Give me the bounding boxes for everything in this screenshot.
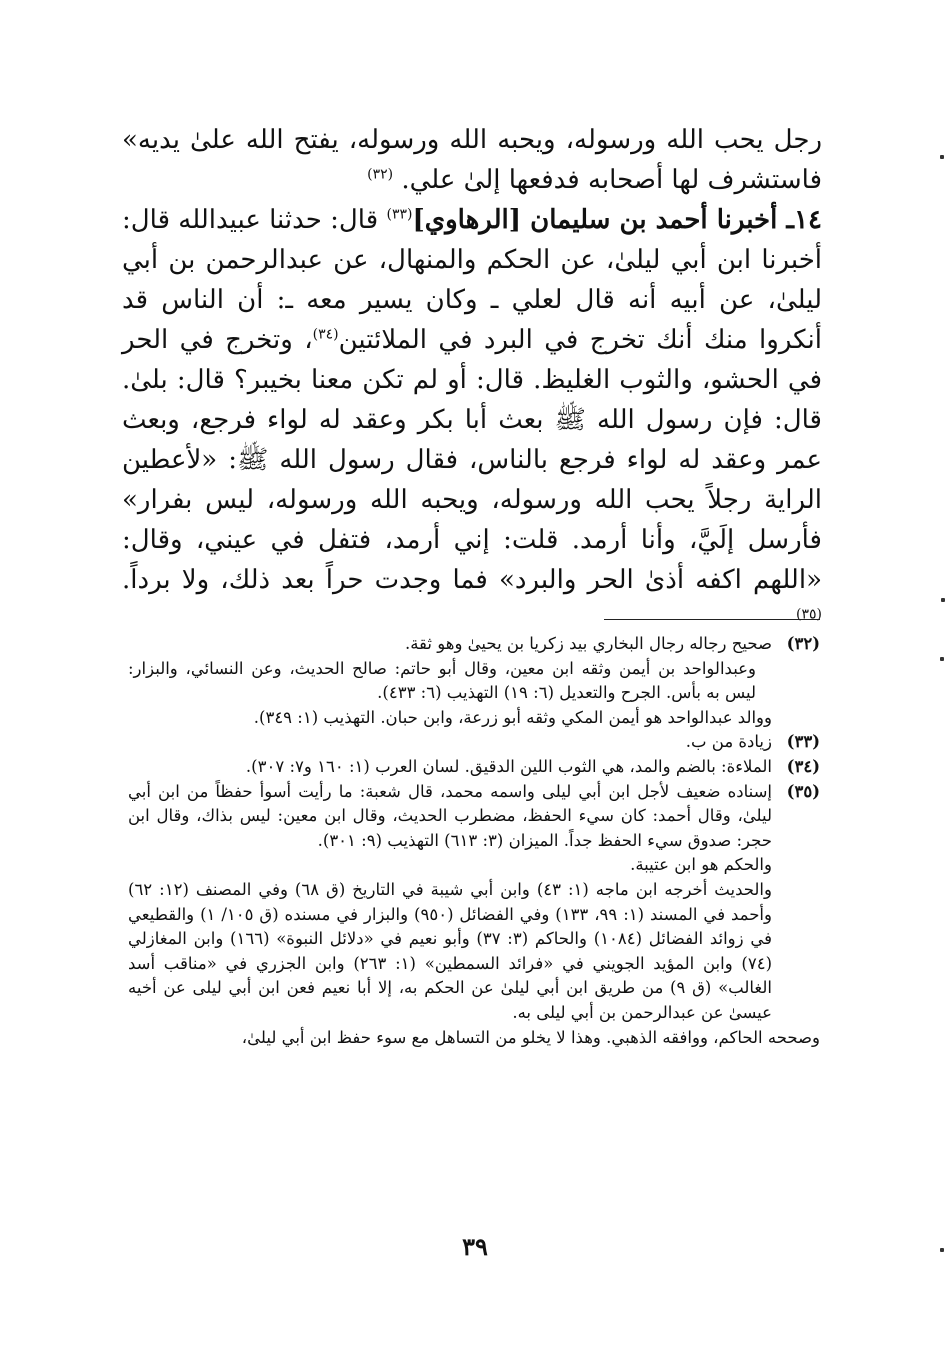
footnote-35-continuation: والحكم هو ابن عتيبة. — [630, 855, 772, 875]
footnote-34 — [128, 755, 820, 780]
footnote-number: (٣٥) — [786, 781, 820, 801]
footnote-ref-33: (٣٣) — [386, 206, 413, 223]
footnote-35 — [128, 780, 820, 854]
paragraph-1 — [122, 120, 822, 200]
page-number: ٣٩ — [462, 1232, 488, 1261]
footnotes — [128, 632, 820, 1050]
footnote-number: (٣٤) — [786, 756, 820, 776]
footnote-text: صحيح رجاله رجال البخاري بيد زكريا بن يحيىٰ وهو ثقة. — [404, 634, 772, 653]
scan-mark — [940, 1248, 944, 1252]
footnote-ref-35: (٣٥) — [796, 606, 822, 623]
footnote-text: الملاءة: بالضم والمد، هي الثوب اللين الدقيق. لسان العرب (١: ١٦٠ و٧: ٣٠٧). — [245, 756, 772, 776]
footnote-32-continuation: وعبدالواحد بن أيمن وثقه ابن معين، وقال أبو حاتم: صالح الحديث، وعن النسائي، والبزار: ليس به بأس. الجرح والتعديل (٦: ١٩) التهذيب (٦: ٤٣٣). — [128, 658, 756, 703]
scan-mark — [940, 155, 944, 159]
paragraph-1-text: رجل يحب الله ورسوله، ويحبه الله ورسوله، يفتح الله علىٰ يديه» فاستشرف لها أصحابه فدفعها إلىٰ علي. — [122, 125, 822, 195]
hadith-14-text-b: ، وتخرج في الحر في الحشو، والثوب الغليظ. قال: أو لم تكن معنا بخيبر؟ قال: بلىٰ. قال: فإن رسول الله ﷺ بعث أبا بكر وعقد له لواء فرجع، وبعث عمر وعقد له لواء فرجع بالناس، فقال رسول الله ﷺ: «لأعطين الراية رجلاً يحب الله ورسوله، ويحبه الله ورسوله، ليس بفرار» فأرسل إلَيَّ، وأنا أرمد. قلت: إني أرمد، فتفل في عيني، وقال: «اللهم اكفه أذىٰ الحر والبرد» فما وجدت حراً بعد ذلك، ولا برداً. — [122, 325, 822, 595]
footnote-text: إسناده ضعيف لأجل ابن أبي ليلى واسمه محمد، قال شعبة: ما رأيت أسوأ حفظاً من ابن أبي ليلىٰ، وقال أحمد: كان سيء الحفظ، مضطرب الحديث، وقال ابن معين: ليس بذاك، وقال ابن حجر: صدوق سيء الحفظ جداً. الميزان (٣: ٦١٣) التهذيب (٩: ٣٠١). — [128, 781, 772, 850]
footnote-35-continuation: وصححه الحاكم، ووافقه الذهبي. وهذا لا يخلو من التساهل مع سوء حفظ ابن أبي ليلىٰ، — [241, 1027, 820, 1047]
hadith-14-text-a: قال: حدثنا عبيدالله قال: أخبرنا ابن أبي ليلىٰ، عن الحكم والمنهال، عن عبدالرحمن بن أبي ليلىٰ، عن أبيه أنه قال لعلي ـ وكان يسير معه ـ: أن الناس قد أنكروا منك أنك تخرج في البرد في الملائتين — [122, 205, 823, 355]
footnote-32 — [128, 632, 820, 657]
scan-mark — [941, 598, 945, 602]
footnote-ref-32: (٣٢) — [367, 166, 394, 183]
footnote-32-continuation: ووالد عبدالواحد هو أيمن المكي وثقه أبو زرعة، وابن حبان. التهذيب (١: ٣٤٩). — [253, 707, 772, 727]
paragraph-14 — [122, 200, 822, 640]
footnote-text: زيادة من ب. — [685, 732, 772, 752]
main-text — [122, 120, 822, 640]
hadith-14-heading: ١٤ـ أخبرنا أحمد بن سليمان [الرهاوي] — [412, 205, 822, 235]
footnote-number: (٣٢) — [786, 634, 820, 653]
footnote-divider — [604, 619, 820, 620]
footnote-ref-34: (٣٤) — [312, 326, 339, 343]
scan-mark — [940, 657, 944, 661]
footnote-33 — [128, 730, 820, 755]
footnote-35-continuation: والحديث أخرجه ابن ماجه (١: ٤٣) وابن أبي شيبة في التاريخ (ق ٦٨) وفي المصنف (١٢: ٦٢) وأحمد في المسند (١: ٩٩، ١٣٣) وفي الفضائل (٩٥٠) والبزار في مسنده (ق ١٠٥/ ١) والقطيعي في زوائد الفضائل (١٠٨٤) والحاكم (٣: ٣٧) وأبو نعيم في «دلائل النبوة» (١٦٦) وابن المغازلي (٧٤) وابن المؤيد الجويني في «فرائد السمطين» (١: ٢٦٣) وابن الجزري في «مناقب أسد الغالب» (ق ٩) من طريق ابن أبي ليلىٰ عن الحكم به، إلا أبا نعيم فعن ابن أبي ليلى عن أخيه عيسىٰ عن عبدالرحمن بن أبي ليلى به. — [128, 879, 773, 1022]
footnote-number: (٣٣) — [786, 732, 820, 752]
